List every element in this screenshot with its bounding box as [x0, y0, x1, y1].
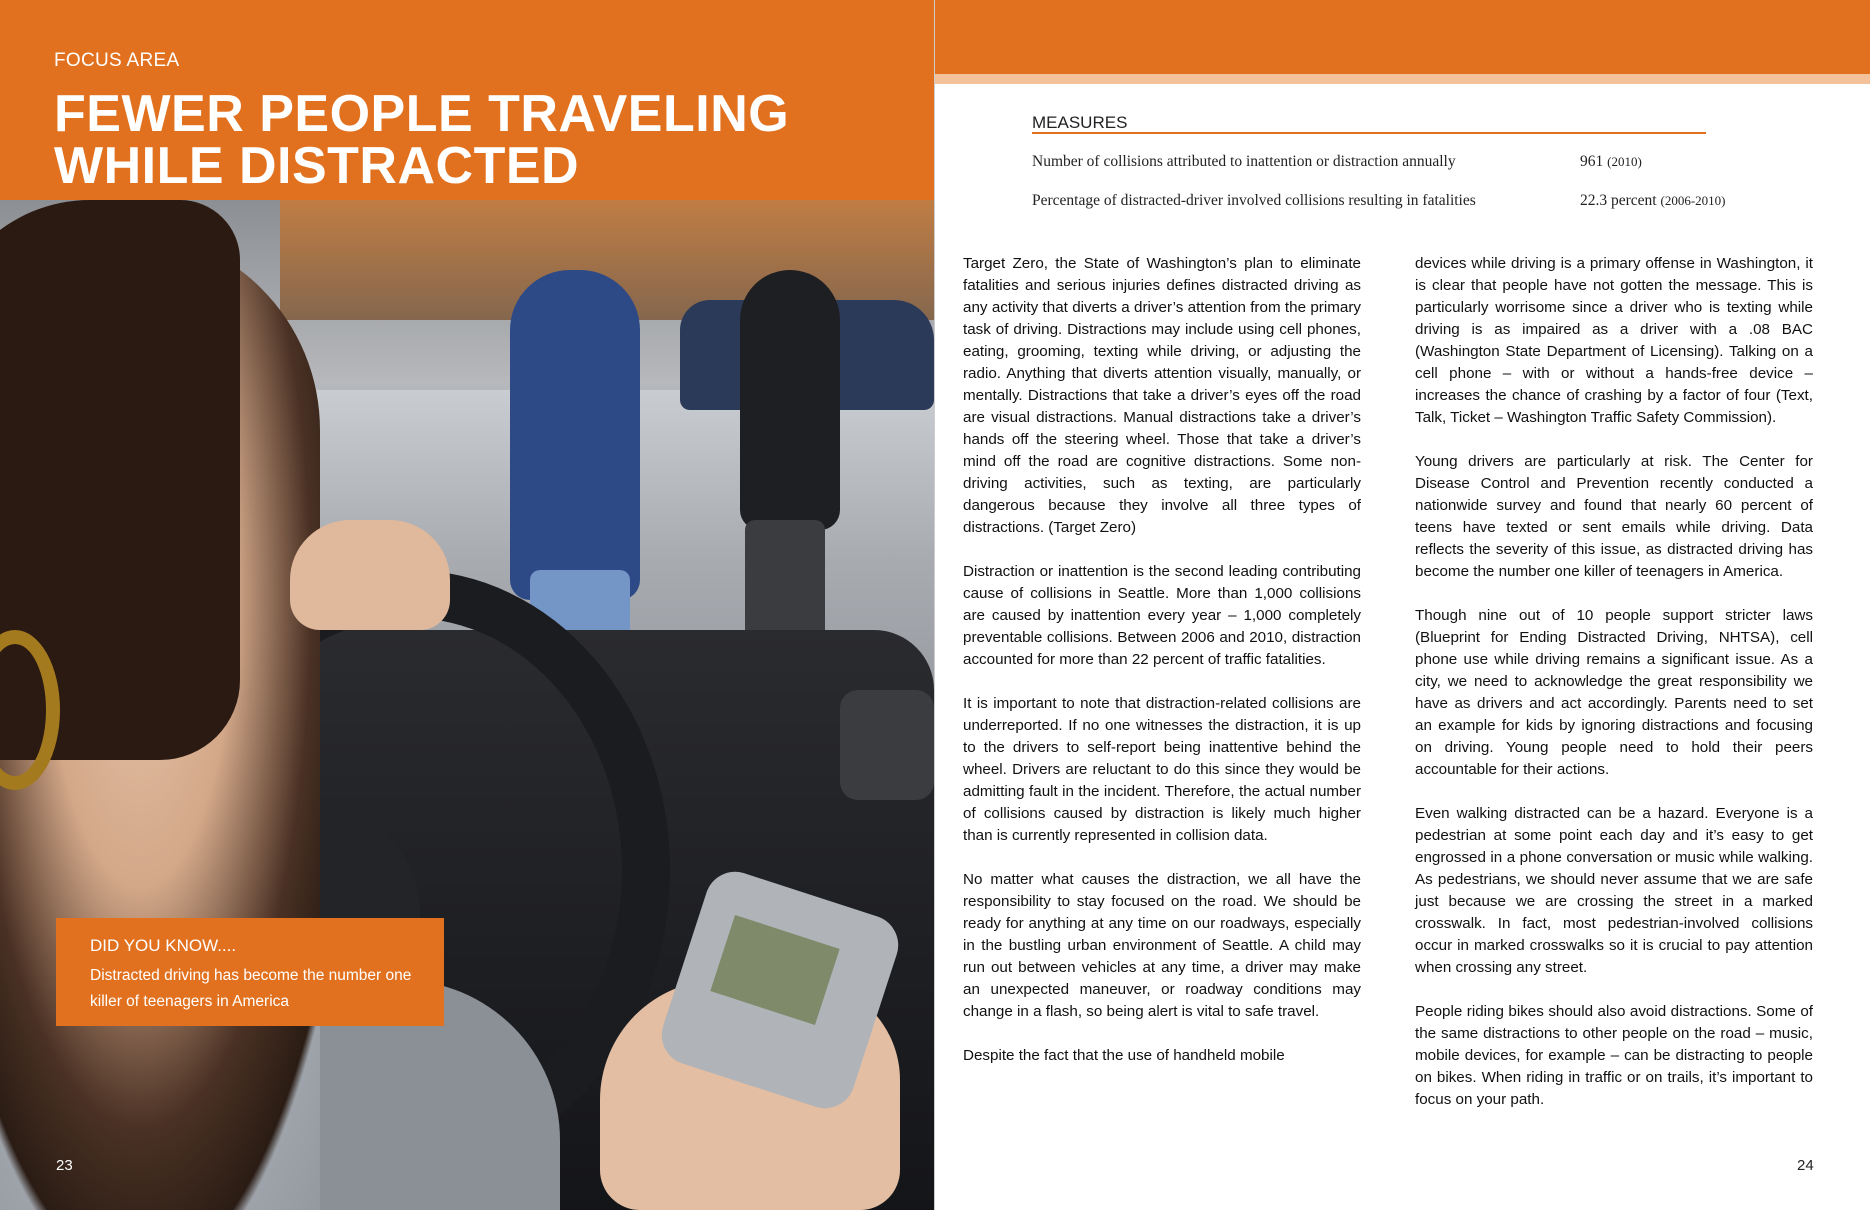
measure-note: (2006-2010)	[1660, 193, 1726, 208]
right-page	[934, 0, 1870, 1210]
measure-number: 22.3 percent	[1580, 192, 1657, 209]
page-title	[54, 85, 914, 195]
body-paragraph: Young drivers are particularly at risk. The Center for Disease Control and Prevention recently conducted a nationwide survey and found that nearly 60 percent of teens have texted or sent emails while driving. Data reflects the severity of this issue, as distracted driving has become the number one killer of teenagers in America.	[1415, 453, 1813, 580]
body-paragraph: Target Zero, the State of Washington’s plan to eliminate fatalities and serious injuries defines distracted driving as any activity that diverts a driver’s attention from the primary task of driving. Distractions may include using cell phones, eating, grooming, texting while driving, or adjusting the radio. Anything that diverts attention visually, manually, or mentally. Distractions that take a driver’s eyes off the road are visual distractions. Manual distractions take a driver’s hands off the steering wheel. Those that take a driver’s mind off the road are cognitive distractions. Some non-driving activities, such as texting, are particularly dangerous because they involve all three types of distractions. (Target Zero)	[963, 255, 1361, 536]
page-title-line-2: WHILE DISTRACTED	[54, 137, 580, 195]
measures-title: MEASURES	[1032, 113, 1128, 132]
body-paragraph: Distraction or inattention is the second leading contributing cause of collisions in Seattle. More than 1,000 collisions are caused by inattention every year – 1,000 completely preventable collisions. Between 2006 and 2010, distraction accounted for more than 22 percent of traffic fatalities.	[963, 563, 1361, 668]
measure-label: Percentage of distracted-driver involved collisions resulting in fatalities	[1032, 192, 1476, 209]
body-column-1	[963, 253, 1361, 1089]
right-header-band	[935, 0, 1870, 74]
page-number-right: 24	[1797, 1157, 1814, 1174]
did-you-know-callout	[56, 918, 444, 1026]
right-header-stripe	[935, 74, 1870, 84]
measure-value	[1580, 153, 1642, 171]
driver-texting-photo	[0, 200, 934, 1210]
photo-air-vent	[840, 690, 934, 800]
page-number-left: 23	[56, 1157, 73, 1174]
photo-pedestrian-1	[510, 270, 640, 600]
body-paragraph: It is important to note that distraction-related collisions are underreported. If no one witnesses the distraction, it is up to the drivers to self-report being inattentive behind the wheel. Drivers are reluctant to do this since they would be admitting fault in the incident. Therefore, the actual number of collisions caused by distraction is likely much higher than is currently represented in collision data.	[963, 695, 1361, 844]
body-paragraph: Though nine out of 10 people support stricter laws (Blueprint for Ending Distracted Driving, NHTSA), cell phone use while driving remains a significant issue. As a city, we need to acknowledge the great responsibility we have as drivers and act accordingly. Parents need to set an example for kids by ignoring distractions and focusing on driving. Young people need to hold their peers accountable for their actions.	[1415, 607, 1813, 778]
body-paragraph: Even walking distracted can be a hazard. Everyone is a pedestrian at some point each day and it’s easy to get engrossed in a phone conversation or music while walking. As pedestrians, we should never assume that we are safe just because we are crossing the street in a marked crosswalk. In fact, most pedestrian-involved collisions occur in marked crosswalks so it is crucial to pay attention when crossing any street.	[1415, 805, 1813, 976]
photo-pedestrian-2	[740, 270, 840, 530]
body-paragraph: devices while driving is a primary offense in Washington, it is clear that people have not gotten the message. This is particularly worrisome since a driver who is texting while driving is as impaired as a driver with a .08 BAC (Washington State Department of Licensing). Talking on a cell phone – with or without a hands-free device – increases the chance of crashing by a factor of four (Text, Talk, Ticket – Washington Traffic Safety Commission).	[1415, 255, 1813, 426]
body-paragraph: No matter what causes the distraction, we all have the responsibility to stay focused on the road. We should be ready for anything at any time on our roadways, especially in the bustling urban environment of Seattle. A child may run out between vehicles at any time, a driver may make an unexpected maneuver, or roadway conditions may change in a flash, so being alert is vital to safe travel.	[963, 871, 1361, 1020]
body-paragraph: People riding bikes should also avoid distractions. Some of the same distractions to other people on the road – music, mobile devices, for example – can be distracting to people on bikes. When riding in traffic or on trails, it’s important to focus on your path.	[1415, 1003, 1813, 1108]
body-paragraph: Despite the fact that the use of handheld mobile	[963, 1047, 1285, 1064]
measure-number: 961	[1580, 153, 1604, 170]
measure-label: Number of collisions attributed to inattention or distraction annually	[1032, 153, 1456, 170]
measure-note: (2010)	[1607, 154, 1642, 169]
body-column-2	[1415, 253, 1813, 1133]
measures-divider	[1032, 132, 1706, 134]
left-page	[0, 0, 934, 1210]
page-title-line-1: FEWER PEOPLE TRAVELING	[54, 85, 790, 143]
title-banner	[0, 0, 934, 200]
did-you-know-text: Distracted driving has become the number one killer of teenagers in America	[90, 967, 412, 1010]
measure-value	[1580, 192, 1725, 210]
did-you-know-title: DID YOU KNOW....	[90, 936, 237, 955]
photo-hand-on-wheel	[290, 520, 450, 630]
focus-area-label: FOCUS AREA	[54, 50, 180, 71]
